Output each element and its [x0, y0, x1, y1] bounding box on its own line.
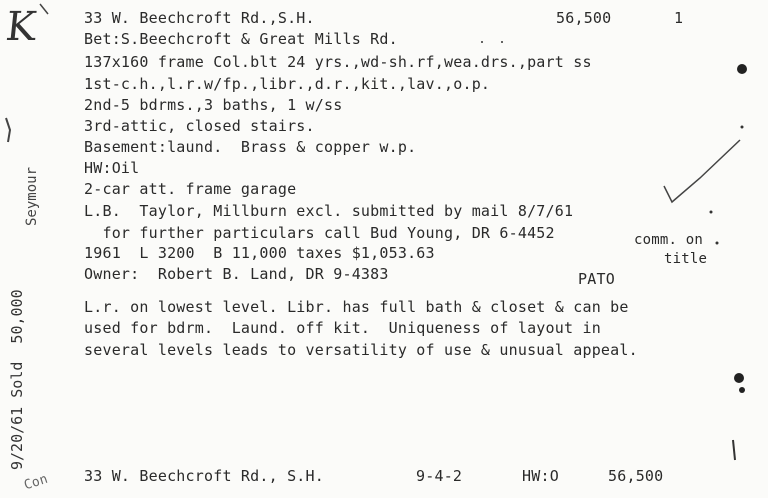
ink-dot	[739, 387, 745, 393]
check-mark-icon	[664, 140, 740, 202]
margin-tick-icon	[6, 118, 10, 142]
detail-line: Bet:S.Beechcroft & Great Mills Rd.	[84, 30, 398, 48]
ink-dot	[737, 64, 747, 74]
detail-line: 1st-c.h.,l.r.w/fp.,libr.,d.r.,kit.,lav.,o.p.	[84, 75, 491, 93]
ink-dot	[734, 373, 744, 383]
footer-heating: HW:O	[522, 467, 559, 485]
handwritten-initial: K	[3, 4, 39, 50]
title-note: title	[664, 251, 708, 267]
detail-line: L.B. Taylor, Millburn excl. submitted by mail 8/7/61	[84, 202, 574, 220]
ink-dot	[716, 242, 719, 245]
ink-dot	[481, 41, 483, 43]
detail-line: 1961 L 3200 B 11,000 taxes $1,053.63	[84, 244, 435, 262]
detail-line: Basement:laund. Brass & copper w.p.	[84, 138, 417, 156]
detail-line: for further particulars call Bud Young, DR 6-4452	[84, 224, 555, 242]
remark-line: L.r. on lowest level. Libr. has full bath & closet & can be	[84, 298, 629, 316]
header-price: 56,500	[556, 9, 612, 27]
detail-line: HW:Oil	[84, 159, 140, 177]
sold-stamp: 9/20/61 Sold 50,000	[8, 289, 26, 470]
footer-block-lot: 9-4-2	[416, 467, 463, 485]
detail-line: 2nd-5 bdrms.,3 baths, 1 w/ss	[84, 96, 343, 114]
card-number: 1	[674, 9, 684, 27]
agent-name: Seymour	[24, 166, 40, 226]
con-note: Con	[22, 471, 50, 494]
owner-line: Owner: Robert B. Land, DR 9-4383	[84, 265, 389, 283]
ink-dot	[710, 211, 713, 214]
pato-note: PATO	[578, 270, 615, 288]
remark-line: used for bdrm. Laund. off kit. Uniqueness of layout in	[84, 319, 601, 337]
ink-dot	[501, 41, 503, 43]
corner-mark	[40, 4, 48, 14]
detail-line: 137x160 frame Col.blt 24 yrs.,wd-sh.rf,wea.drs.,part ss	[84, 53, 592, 71]
footer-address: 33 W. Beechcroft Rd., S.H.	[84, 467, 324, 485]
header-address: 33 W. Beechcroft Rd.,S.H.	[84, 9, 315, 27]
ink-dot	[741, 126, 744, 129]
comm-note: comm. on	[634, 232, 704, 248]
detail-line: 2-car att. frame garage	[84, 180, 297, 198]
footer-price: 56,500	[608, 467, 664, 485]
edge-mark	[733, 440, 735, 460]
remark-line: several levels leads to versatility of use & unusual appeal.	[84, 341, 638, 359]
detail-line: 3rd-attic, closed stairs.	[84, 117, 315, 135]
